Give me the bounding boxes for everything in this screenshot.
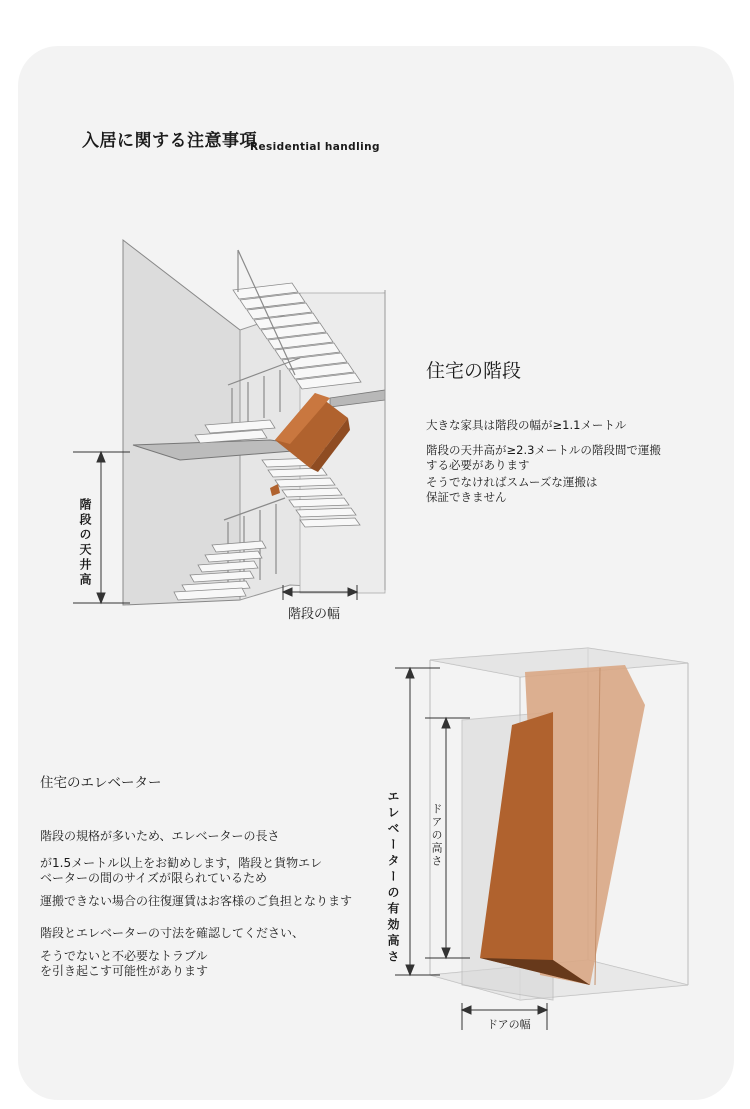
elevator-line-5: 階段とエレベーターの寸法を確認してください、 (40, 926, 305, 940)
page-title: 入居に関する注意事項 (82, 131, 257, 151)
elevator-heading: 住宅のエレベーター (40, 775, 162, 791)
stairs-line-4: そうでなければスムーズな運搬は (426, 475, 598, 489)
door-width-label: ドアの幅 (487, 1018, 531, 1031)
door-height-label: ドアの高さ (430, 803, 443, 868)
elevator-line-4: 運搬できない場合の往復運賃はお客様のご負担となります (40, 894, 353, 908)
stairs-line-1: 大きな家具は階段の幅が≥1.1メートル (426, 418, 627, 432)
elevator-line-3: ベーターの間のサイズが限られているため (40, 871, 268, 885)
elevator-height-label: エレベーターの有効高さ (386, 790, 400, 966)
stairs-line-3: する必要があります (426, 458, 530, 472)
stairs-heading: 住宅の階段 (426, 360, 522, 382)
elevator-line-1: 階段の規格が多いため、エレベーターの長さ (40, 829, 280, 843)
elevator-line-2: が1.5メートル以上をお勧めします，階段と貨物エレ (40, 856, 323, 870)
stairs-line-5: 保証できません (426, 490, 507, 504)
stairs-line-2: 階段の天井高が≥2.3メートルの階段間で運搬 (426, 443, 661, 457)
stair-width-label: 階段の幅 (288, 607, 341, 622)
elevator-line-7: を引き起こす可能性があります (40, 964, 209, 978)
page-subtitle: Residential handling (250, 141, 380, 153)
elevator-line-6: そうでないと不必要なトラブル (40, 949, 208, 963)
ceiling-height-label: 階段の天井高 (78, 498, 92, 588)
